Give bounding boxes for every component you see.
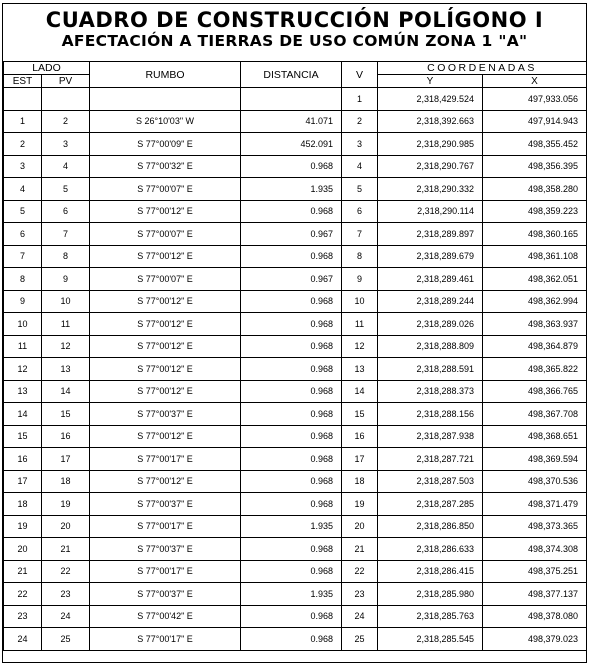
cell-distancia: 0.968 <box>241 425 342 448</box>
cell-coord-y: 2,318,287.285 <box>378 493 483 516</box>
cell-coord-x: 498,367.708 <box>483 403 587 426</box>
cell-distancia: 0.968 <box>241 538 342 561</box>
cell-pv: 2 <box>42 110 90 133</box>
cell-coord-x: 498,379.023 <box>483 628 587 651</box>
cell-v: 16 <box>342 425 378 448</box>
cell-coord-y: 2,318,285.763 <box>378 605 483 628</box>
cell-pv: 17 <box>42 448 90 471</box>
cell-coord-y: 2,318,285.545 <box>378 628 483 651</box>
cell-coord-x: 498,370.536 <box>483 470 587 493</box>
cell-distancia: 0.968 <box>241 470 342 493</box>
cell-est: 10 <box>4 313 42 336</box>
cell-coord-y: 2,318,290.332 <box>378 178 483 201</box>
cell-distancia: 0.968 <box>241 245 342 268</box>
cell-coord-y: 2,318,289.244 <box>378 290 483 313</box>
cell-coord-x: 498,373.365 <box>483 515 587 538</box>
header-y: Y <box>378 75 483 88</box>
cell-v: 6 <box>342 200 378 223</box>
cell-rumbo: S 77°00'12" E <box>90 425 241 448</box>
cell-distancia: 0.968 <box>241 335 342 358</box>
cell-coord-y: 2,318,289.897 <box>378 223 483 246</box>
cell-distancia: 0.968 <box>241 403 342 426</box>
cell-est: 12 <box>4 358 42 381</box>
cell-coord-y: 2,318,289.461 <box>378 268 483 291</box>
cell-distancia: 0.968 <box>241 560 342 583</box>
cell-v: 14 <box>342 380 378 403</box>
cell-rumbo: S 77°00'07" E <box>90 178 241 201</box>
table-row <box>4 380 587 403</box>
cell-pv: 18 <box>42 470 90 493</box>
cell-rumbo: S 77°00'37" E <box>90 493 241 516</box>
table-subtitle: AFECTACIÓN A TIERRAS DE USO COMÚN ZONA 1 "A" <box>61 32 528 50</box>
cell-v: 19 <box>342 493 378 516</box>
cell-est: 3 <box>4 155 42 178</box>
cell-pv: 20 <box>42 515 90 538</box>
cell-coord-y: 2,318,289.679 <box>378 245 483 268</box>
cell-rumbo: S 77°00'12" E <box>90 245 241 268</box>
cell-rumbo: S 77°00'17" E <box>90 448 241 471</box>
cell-pv: 11 <box>42 313 90 336</box>
cell-coord-x: 498,362.994 <box>483 290 587 313</box>
cell-pv: 3 <box>42 133 90 156</box>
cell-coord-x: 498,375.251 <box>483 560 587 583</box>
cell-est: 8 <box>4 268 42 291</box>
header-x: X <box>483 75 587 88</box>
table-row <box>4 133 587 156</box>
cell-rumbo: S 77°00'09" E <box>90 133 241 156</box>
cell-rumbo: S 77°00'42" E <box>90 605 241 628</box>
cell-distancia: 0.968 <box>241 358 342 381</box>
cell-distancia: 0.967 <box>241 223 342 246</box>
cell-rumbo: S 77°00'37" E <box>90 538 241 561</box>
cell-est: 17 <box>4 470 42 493</box>
cell-pv: 19 <box>42 493 90 516</box>
cell-est: 11 <box>4 335 42 358</box>
table-row <box>4 178 587 201</box>
table-row <box>4 538 587 561</box>
cell-distancia: 1.935 <box>241 178 342 201</box>
cell-distancia: 0.968 <box>241 155 342 178</box>
header-v: V <box>342 62 378 88</box>
table-row <box>4 628 587 651</box>
cell-coord-y: 2,318,287.938 <box>378 425 483 448</box>
cell-coord-x: 498,366.765 <box>483 380 587 403</box>
cell-rumbo: S 77°00'07" E <box>90 223 241 246</box>
cell-coord-y: 2,318,286.633 <box>378 538 483 561</box>
cell-v: 9 <box>342 268 378 291</box>
cell-est: 9 <box>4 290 42 313</box>
table-row <box>4 358 587 381</box>
cell-rumbo: S 77°00'17" E <box>90 515 241 538</box>
table-row <box>4 515 587 538</box>
cell-v: 20 <box>342 515 378 538</box>
table-row <box>4 268 587 291</box>
cell-rumbo: S 77°00'07" E <box>90 268 241 291</box>
cell-rumbo: S 26°10'03" W <box>90 110 241 133</box>
cell-v: 1 <box>342 88 378 111</box>
cell-coord-x: 498,356.395 <box>483 155 587 178</box>
cell-coord-y: 2,318,290.985 <box>378 133 483 156</box>
cell-v: 22 <box>342 560 378 583</box>
cell-distancia: 0.968 <box>241 290 342 313</box>
table-row <box>4 448 587 471</box>
cell-distancia: 1.935 <box>241 583 342 606</box>
cell-distancia: 0.968 <box>241 448 342 471</box>
cell-pv: 24 <box>42 605 90 628</box>
cell-est: 16 <box>4 448 42 471</box>
cell-coord-y: 2,318,287.503 <box>378 470 483 493</box>
cell-pv: 4 <box>42 155 90 178</box>
cell-est <box>4 88 42 111</box>
header-lado: LADO <box>4 62 90 75</box>
cell-pv: 9 <box>42 268 90 291</box>
cell-rumbo: S 77°00'17" E <box>90 560 241 583</box>
table-row <box>4 560 587 583</box>
cell-rumbo: S 77°00'12" E <box>90 380 241 403</box>
cell-coord-x: 498,359.223 <box>483 200 587 223</box>
cell-pv: 10 <box>42 290 90 313</box>
table-row <box>4 223 587 246</box>
cell-coord-y: 2,318,288.809 <box>378 335 483 358</box>
cell-coord-x: 498,368.651 <box>483 425 587 448</box>
cell-est: 19 <box>4 515 42 538</box>
cell-v: 12 <box>342 335 378 358</box>
cell-v: 23 <box>342 583 378 606</box>
cell-rumbo <box>90 88 241 111</box>
cell-est: 21 <box>4 560 42 583</box>
cell-coord-x: 498,371.479 <box>483 493 587 516</box>
cell-pv: 13 <box>42 358 90 381</box>
cell-est: 4 <box>4 178 42 201</box>
cell-est: 7 <box>4 245 42 268</box>
cell-pv: 8 <box>42 245 90 268</box>
cell-est: 5 <box>4 200 42 223</box>
cell-distancia <box>241 88 342 111</box>
table-body <box>4 88 587 651</box>
cell-v: 17 <box>342 448 378 471</box>
cell-coord-y: 2,318,286.415 <box>378 560 483 583</box>
cell-v: 25 <box>342 628 378 651</box>
cell-est: 2 <box>4 133 42 156</box>
cell-pv: 23 <box>42 583 90 606</box>
table-row <box>4 470 587 493</box>
cell-coord-y: 2,318,429.524 <box>378 88 483 111</box>
cell-distancia: 0.968 <box>241 200 342 223</box>
cell-est: 18 <box>4 493 42 516</box>
cell-pv: 25 <box>42 628 90 651</box>
table-row <box>4 583 587 606</box>
cell-coord-y: 2,318,285.980 <box>378 583 483 606</box>
cell-pv: 16 <box>42 425 90 448</box>
cell-v: 5 <box>342 178 378 201</box>
cell-distancia: 0.968 <box>241 313 342 336</box>
cell-v: 15 <box>342 403 378 426</box>
cell-distancia: 41.071 <box>241 110 342 133</box>
cell-rumbo: S 77°00'12" E <box>90 470 241 493</box>
cell-coord-y: 2,318,289.026 <box>378 313 483 336</box>
cell-rumbo: S 77°00'37" E <box>90 403 241 426</box>
cell-coord-x: 498,355.452 <box>483 133 587 156</box>
cell-distancia: 0.968 <box>241 380 342 403</box>
cell-est: 14 <box>4 403 42 426</box>
cell-coord-y: 2,318,288.156 <box>378 403 483 426</box>
cell-coord-x: 498,364.879 <box>483 335 587 358</box>
table-row <box>4 313 587 336</box>
cell-pv: 6 <box>42 200 90 223</box>
cell-distancia: 0.967 <box>241 268 342 291</box>
cell-pv: 14 <box>42 380 90 403</box>
cell-pv <box>42 88 90 111</box>
cell-rumbo: S 77°00'12" E <box>90 358 241 381</box>
cell-pv: 15 <box>42 403 90 426</box>
cell-est: 13 <box>4 380 42 403</box>
table-row <box>4 403 587 426</box>
cell-v: 8 <box>342 245 378 268</box>
header-pv: PV <box>42 75 90 88</box>
cell-v: 4 <box>342 155 378 178</box>
header-est: EST <box>4 75 42 88</box>
cell-v: 7 <box>342 223 378 246</box>
cell-coord-y: 2,318,286.850 <box>378 515 483 538</box>
cell-coord-x: 498,369.594 <box>483 448 587 471</box>
cell-v: 3 <box>342 133 378 156</box>
table-row <box>4 290 587 313</box>
table-row <box>4 88 587 111</box>
cell-coord-x: 497,914.943 <box>483 110 587 133</box>
header-distancia: DISTANCIA <box>241 62 342 88</box>
cell-coord-y: 2,318,288.373 <box>378 380 483 403</box>
cell-coord-y: 2,318,287.721 <box>378 448 483 471</box>
cell-coord-x: 498,362.051 <box>483 268 587 291</box>
cell-rumbo: S 77°00'17" E <box>90 628 241 651</box>
cell-coord-x: 498,374.308 <box>483 538 587 561</box>
cell-est: 23 <box>4 605 42 628</box>
cell-rumbo: S 77°00'12" E <box>90 290 241 313</box>
cell-v: 24 <box>342 605 378 628</box>
cell-rumbo: S 77°00'12" E <box>90 313 241 336</box>
header-coordenadas: COORDENADAS <box>378 62 587 75</box>
table-title: CUADRO DE CONSTRUCCIÓN POLÍGONO I <box>45 8 544 32</box>
table-row <box>4 335 587 358</box>
construction-table-sheet <box>2 3 587 663</box>
cell-est: 22 <box>4 583 42 606</box>
table-row <box>4 110 587 133</box>
cell-v: 18 <box>342 470 378 493</box>
cell-coord-y: 2,318,288.591 <box>378 358 483 381</box>
cell-distancia: 1.935 <box>241 515 342 538</box>
cell-coord-y: 2,318,290.114 <box>378 200 483 223</box>
cell-coord-y: 2,318,290.767 <box>378 155 483 178</box>
cell-pv: 21 <box>42 538 90 561</box>
cell-coord-x: 498,377.137 <box>483 583 587 606</box>
cell-coord-x: 498,365.822 <box>483 358 587 381</box>
cell-pv: 12 <box>42 335 90 358</box>
cell-est: 24 <box>4 628 42 651</box>
cell-est: 1 <box>4 110 42 133</box>
cell-est: 15 <box>4 425 42 448</box>
cell-est: 6 <box>4 223 42 246</box>
cell-rumbo: S 77°00'37" E <box>90 583 241 606</box>
cell-est: 20 <box>4 538 42 561</box>
cell-distancia: 452.091 <box>241 133 342 156</box>
cell-pv: 7 <box>42 223 90 246</box>
table-row <box>4 493 587 516</box>
cell-v: 10 <box>342 290 378 313</box>
cell-coord-x: 497,933.056 <box>483 88 587 111</box>
cell-coord-x: 498,363.937 <box>483 313 587 336</box>
cell-pv: 5 <box>42 178 90 201</box>
cell-coord-x: 498,358.280 <box>483 178 587 201</box>
cell-distancia: 0.968 <box>241 605 342 628</box>
cell-v: 13 <box>342 358 378 381</box>
cell-rumbo: S 77°00'32" E <box>90 155 241 178</box>
cell-rumbo: S 77°00'12" E <box>90 335 241 358</box>
cell-coord-y: 2,318,392.663 <box>378 110 483 133</box>
cell-v: 2 <box>342 110 378 133</box>
table-row <box>4 425 587 448</box>
construction-table <box>3 61 587 651</box>
cell-rumbo: S 77°00'12" E <box>90 200 241 223</box>
cell-distancia: 0.968 <box>241 493 342 516</box>
cell-coord-x: 498,360.165 <box>483 223 587 246</box>
table-row <box>4 605 587 628</box>
cell-coord-x: 498,361.108 <box>483 245 587 268</box>
table-row <box>4 200 587 223</box>
cell-pv: 22 <box>42 560 90 583</box>
table-row <box>4 245 587 268</box>
cell-v: 21 <box>342 538 378 561</box>
header-rumbo: RUMBO <box>90 62 241 88</box>
table-row <box>4 155 587 178</box>
cell-coord-x: 498,378.080 <box>483 605 587 628</box>
cell-distancia: 0.968 <box>241 628 342 651</box>
table-header <box>4 62 587 88</box>
cell-v: 11 <box>342 313 378 336</box>
